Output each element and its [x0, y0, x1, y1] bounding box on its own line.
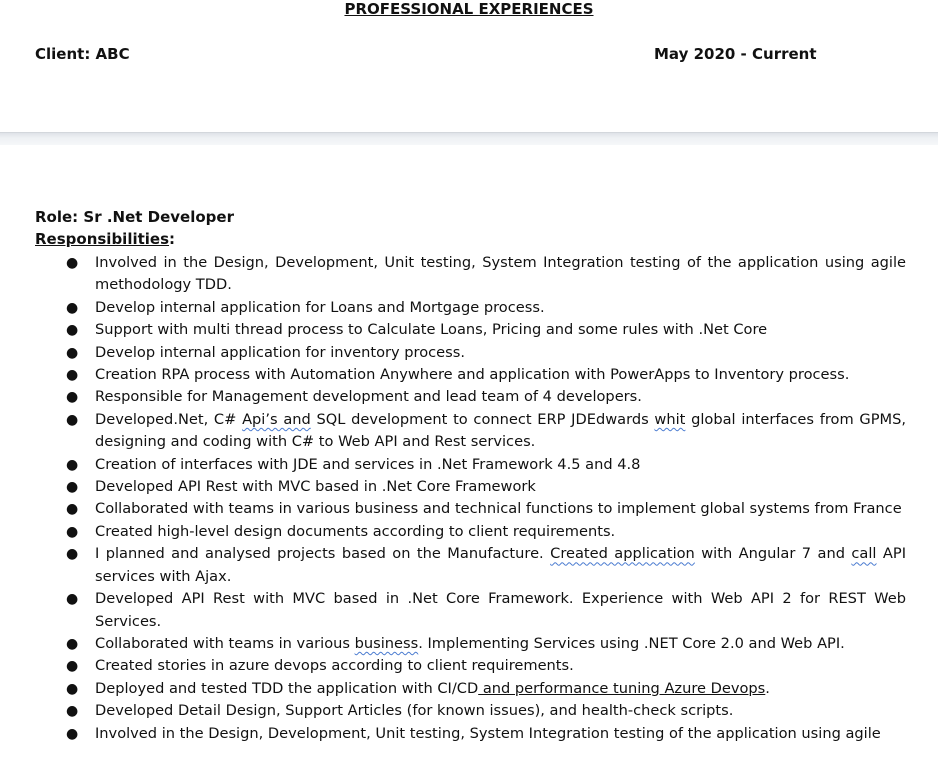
list-item — [0, 342, 938, 364]
list-item-text: . — [765, 679, 770, 697]
spellcheck-flag: call — [851, 545, 877, 563]
list-item-text: Developed Detail Design, Support Articles (for known issues), and health-check scripts. — [95, 702, 734, 720]
list-item — [0, 498, 938, 520]
list-item-text: Creation RPA process with Automation Anywhere and application with PowerApps to Inventory process. — [95, 366, 850, 384]
list-item — [0, 700, 938, 722]
list-item-text: Created stories in azure devops according to client requirements. — [95, 657, 574, 675]
list-item — [0, 409, 938, 454]
list-item-text: SQL development to connect ERP JDEdwards — [310, 410, 655, 428]
bullet-icon: ● — [66, 635, 79, 652]
spellcheck-flag: Created application — [550, 545, 695, 563]
responsibilities-list — [0, 252, 938, 745]
list-item-text: Creation of interfaces with JDE and services in .Net Framework 4.5 and 4.8 — [95, 455, 641, 473]
bullet-icon: ● — [66, 389, 79, 406]
responsibilities-heading — [35, 230, 175, 248]
responsibilities-label: Responsibilities — [35, 230, 170, 248]
bullet-icon: ● — [66, 411, 79, 428]
list-item-text: I planned and analysed projects based on the Manufacture. — [95, 545, 551, 563]
bullet-icon: ● — [66, 591, 79, 608]
section-heading: PROFESSIONAL EXPERIENCES — [344, 0, 594, 18]
bullet-icon: ● — [66, 367, 79, 384]
list-item — [0, 319, 938, 341]
page-break — [0, 132, 938, 145]
role-title: Role: Sr .Net Developer — [35, 208, 234, 226]
list-item — [0, 521, 938, 543]
spellcheck-flag: whit — [654, 410, 686, 428]
list-item-text: Collaborated with teams in various business and technical functions to implement global systems from France — [95, 500, 902, 518]
list-item-text: Collaborated with teams in various — [95, 634, 355, 652]
list-item-text: Responsible for Management development and lead team of 4 developers. — [95, 388, 642, 406]
spellcheck-flag: business — [354, 634, 419, 652]
bullet-icon: ● — [66, 344, 79, 361]
employment-dates: May 2020 - Current — [654, 45, 817, 63]
list-item-text: Developed API Rest with MVC based in .Net Core Framework. Experience with Web API 2 for REST Web Services. — [95, 590, 906, 630]
responsibilities-colon: : — [169, 230, 176, 248]
list-item — [0, 543, 938, 588]
list-item-text: Developed.Net, C# — [95, 410, 243, 428]
client-label: Client: ABC — [35, 45, 130, 63]
bullet-icon: ● — [66, 479, 79, 496]
list-item — [0, 297, 938, 319]
list-item-text: Involved in the Design, Development, Unit testing, System Integration testing of the application using agile methodology TDD. — [95, 254, 906, 294]
bullet-icon: ● — [66, 322, 79, 339]
list-item — [0, 454, 938, 476]
list-item — [0, 588, 938, 633]
list-item-text: API services with Ajax. — [95, 545, 906, 585]
list-item-text: Developed API Rest with MVC based in .Net Core Framework — [95, 478, 536, 496]
list-item — [0, 678, 938, 700]
bullet-icon: ● — [66, 725, 79, 742]
list-item-text: Involved in the Design, Development, Unit testing, System Integration testing of the application using agile — [95, 724, 881, 742]
bullet-icon: ● — [66, 523, 79, 540]
bullet-icon: ● — [66, 546, 79, 563]
list-item-text: . Implementing Services using .NET Core 2.0 and Web API. — [418, 634, 845, 652]
list-item — [0, 386, 938, 408]
list-item-text: Develop internal application for inventory process. — [95, 343, 466, 361]
bullet-icon: ● — [66, 501, 79, 518]
list-item-text: Develop internal application for Loans and Mortgage process. — [95, 298, 545, 316]
bullet-icon: ● — [66, 299, 79, 316]
list-item-text: Support with multi thread process to Calculate Loans, Pricing and some rules with .Net Core — [95, 321, 768, 339]
list-item — [0, 476, 938, 498]
list-item — [0, 364, 938, 386]
list-item-text: global interfaces from GPMS, designing and coding with C# to Web API and Rest services. — [95, 410, 906, 451]
underlined-text: and performance tuning Azure Devops — [478, 679, 766, 697]
list-item-text: Deployed and tested TDD the application with CI/CD — [95, 679, 479, 697]
bullet-icon: ● — [66, 703, 79, 720]
list-item-text: with Angular 7 and — [694, 545, 852, 563]
spellcheck-flag: Api’s and — [242, 410, 311, 428]
list-item — [0, 252, 938, 297]
bullet-icon: ● — [66, 456, 79, 473]
list-item-text: Created high-level design documents according to client requirements. — [95, 522, 616, 540]
list-item — [0, 633, 938, 655]
list-item — [0, 655, 938, 677]
page-top — [0, 0, 938, 132]
bullet-icon: ● — [66, 680, 79, 697]
bullet-icon: ● — [66, 658, 79, 675]
list-item — [0, 723, 938, 745]
bullet-icon: ● — [66, 255, 79, 271]
